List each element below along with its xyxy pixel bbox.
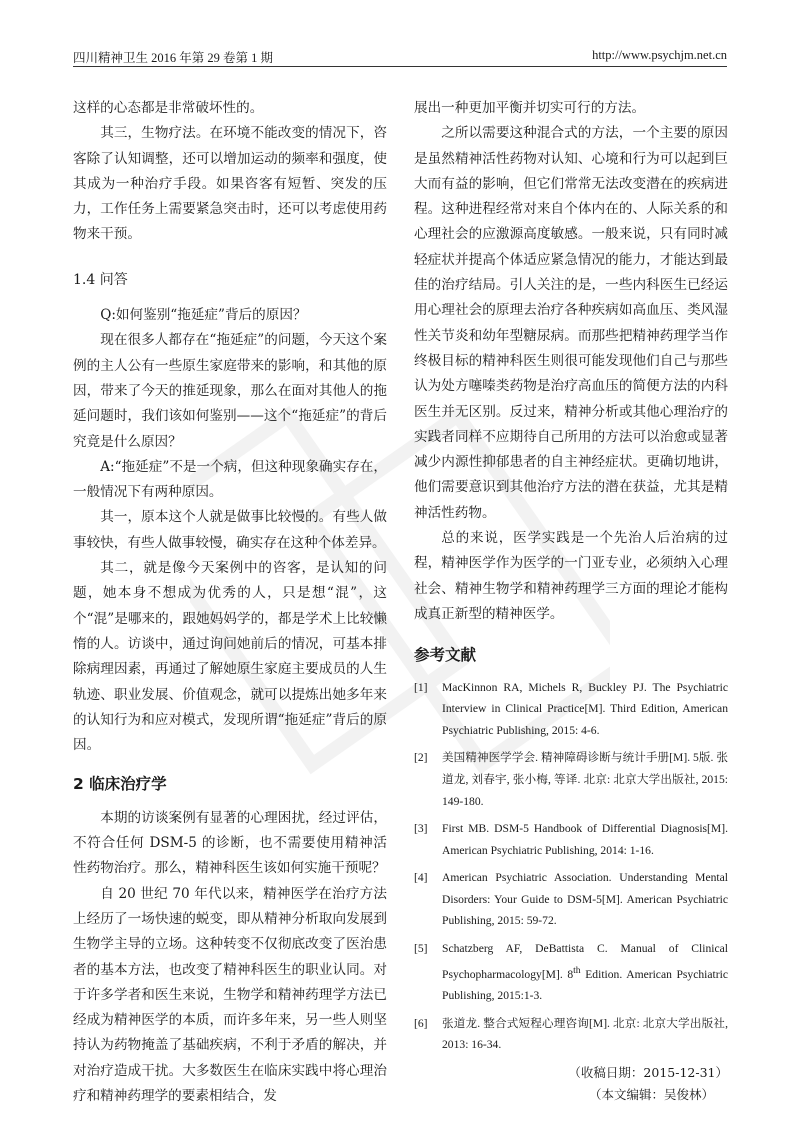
reference-text: MacKinnon RA, Michels R, Buckley PJ. The Psychiatric Interview in Clinical Practice[M]. Third Edition, American Psychiatric Publishing, 2015: 4-6. xyxy=(442,680,728,737)
reference-number: [1] xyxy=(414,680,428,694)
reference-item xyxy=(414,867,728,932)
paragraph: 自 20 世纪 70 年代以来，精神医学在治疗方法上经历了一场快速的蜕变，即从精神分析取向发展到生物学主导的立场。这种转变不仅彻底改变了医治患者的基本方法，也改变了精神科医生的职业认同。对于许多学者和医生来说，生物学和精神药理学方法已经成为精神医学的本质，而许多年来，另一些人则坚持认为药物掩盖了基础疾病，不利于矛盾的解决，并对治疗造成干扰。大多数医生在临床实践中将心理治疗和精神药理学的要素相结合，发 xyxy=(73,885,387,1104)
references-heading: 参考文献 xyxy=(414,646,477,665)
subsection-heading: 1.4 问答 xyxy=(73,271,128,288)
answer-line: A:“拖延症”不是一个病，但这种现象确实存在，一般情况下有两种原因。 xyxy=(73,458,387,501)
received-date: （收稿日期：2015-12-31） xyxy=(568,1064,728,1080)
reference-number: [4] xyxy=(414,871,428,885)
journal-info: 四川精神卫生 2016 年第 29 卷第 1 期 xyxy=(73,51,274,65)
reference-text: First MB. DSM-5 Handbook of Differential Diagnosis[M]. American Psychiatric Publishing, 2014: 1-16. xyxy=(442,822,728,857)
reference-item xyxy=(414,677,728,742)
left-column xyxy=(73,96,387,1109)
paragraph: 之所以需要这种混合式的方法，一个主要的原因是虽然精神活性药物对认知、心境和行为可以起到巨大而有益的影响，但它们常常无法改变潜在的疾病进程。这种进程经常对来自个体内在的、人际关系的和心理社会的应激源高度敏感。一般来说，只有同时减轻症状并提高个体适应紧急情况的能力，才能达到最佳的治疗结局。引人关注的是，一些内科医生已经运用心理社会的原理去治疗各种疾病如高血压、类风湿性关节炎和幼年型糖尿病。而那些把精神药理学当作终极目标的精神科医生则很可能发现他们自己与那些认为处方噻嗪类药物是治疗高血压的简便方法的内科医生并无区别。反过来，精神分析或其他心理治疗的实践者同样不应期待自己所用的方法可以治愈或显著减少内源性抑郁患者的自主神经症状。更确切地讲，他们需要意识到其他治疗方法的潜在获益，尤其是精神活性药物。 xyxy=(414,125,728,521)
reference-list xyxy=(414,677,728,1056)
question-line: Q:如何鉴别“拖延症”背后的原因？ xyxy=(100,307,307,324)
reference-number: [2] xyxy=(414,751,428,765)
running-header xyxy=(73,46,727,67)
paragraph: 现在很多人都存在“拖延症”的问题，今天这个案例的主人公有一些原生家庭带来的影响，和其他的原因，带来了今天的推延现象，那么在面对其他人的拖延问题时，我们该如何鉴别——这个“拖延症”的背后究竟是什么原因？ xyxy=(73,332,387,450)
superscript: th xyxy=(573,964,581,976)
reference-number: [5] xyxy=(414,942,428,956)
article-meta xyxy=(414,1062,728,1106)
editor-credit: （本文编辑：吴俊林） xyxy=(588,1086,714,1102)
paragraph: 展出一种更加平衡并切实可行的方法。 xyxy=(414,100,646,116)
paragraph: 其一，原本这个人就是做事比较慢的。有些人做事较快，有些人做事较慢，确实存在这种个体差异。 xyxy=(73,509,387,551)
right-column xyxy=(414,96,728,1106)
reference-number: [3] xyxy=(414,822,428,836)
reference-item xyxy=(414,818,728,861)
reference-text: Schatzberg AF, DeBattista C. Manual of Clinical Psychopharmacology[M]. 8 xyxy=(442,942,728,981)
reference-item xyxy=(414,938,728,1007)
reference-text: Edition. American Psychiatric Publishing, 2015:1-3. xyxy=(442,967,728,1003)
reference-text: 美国精神医学学会. 精神障碍诊断与统计手册[M]. 5版. 张道龙, 刘春宇, 张小梅, 等译. 北京: 北京大学出版社, 2015: 149-180. xyxy=(442,751,728,808)
reference-number: [6] xyxy=(414,1016,428,1030)
reference-text: 张道龙. 整合式短程心理咨询[M]. 北京: 北京大学出版社, 2013: 16-34. xyxy=(442,1016,728,1052)
section-heading: 2 临床治疗学 xyxy=(73,775,167,794)
reference-text: American Psychiatric Association. Understanding Mental Disorders: Your Guide to DSM-5[M]. American Psychiatric Publishing, 2015: 59-72. xyxy=(442,871,728,928)
paragraph: 总的来说，医学实践是一个先治人后治病的过程，精神医学作为医学的一门亚专业，必须纳入心理社会、精神生物学和精神药理学三方面的理论才能构成真正新型的精神医学。 xyxy=(414,530,728,622)
reference-item xyxy=(414,1013,728,1056)
paragraph: 这样的心态都是非常破坏性的。 xyxy=(73,100,264,116)
paragraph: 本期的访谈案例有显著的心理困扰，经过评估，不符合任何 DSM-5 的诊断，也不需要使用精神活性药物治疗。那么，精神科医生该如何实施干预呢？ xyxy=(73,809,387,877)
paragraph: 其二，就是像今天案例中的咨客，是认知的问题，她本身不想成为优秀的人，只是想“混”，这个“混”是哪来的，跟她妈妈学的，都是学术上比较懒惰的人。访谈中，通过询问她前后的情况，可基本排除病理因素，再通过了解她原生家庭主要成员的人生轨迹、职业发展、价值观念，就可以提炼出她多年来的认知行为和应对模式，发现所谓“拖延症”背后的原因。 xyxy=(73,560,387,754)
reference-item xyxy=(414,747,728,812)
paragraph: 其三，生物疗法。在环境不能改变的情况下，咨客除了认知调整，还可以增加运动的频率和强度，使其成为一种治疗手段。如果咨客有短暂、突发的压力，工作任务上需要紧急突击时，还可以考虑使用药物来干预。 xyxy=(73,125,387,243)
journal-url[interactable]: http://www.psychjm.net.cn xyxy=(592,48,727,62)
